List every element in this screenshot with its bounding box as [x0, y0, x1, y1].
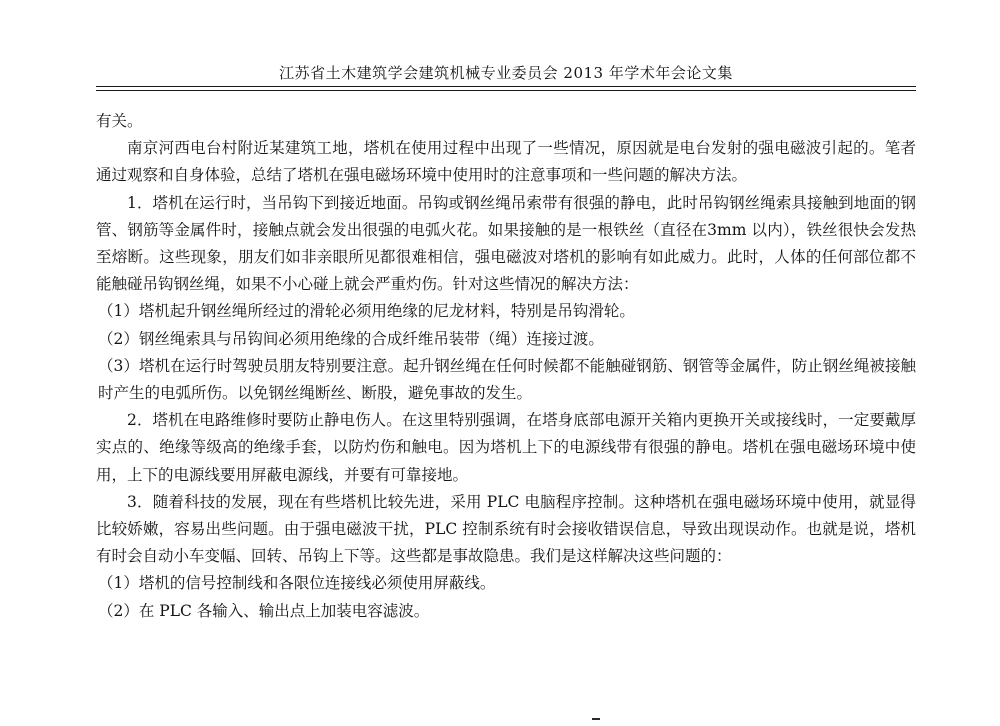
list-item-1-2: （2）钢丝绳索具与吊钩间必须用绝缘的合成纤维吊装带（绳）连接过渡。 [98, 329, 604, 348]
list-item-3-2: （2）在 PLC 各输入、输出点上加装电容滤波。 [98, 601, 430, 620]
paragraph-intro: 南京河西电台村附近某建筑工地，塔机在使用过程中出现了一些情况，原因就是电台发射的强电磁波引起的。笔者通过观察和自身体验，总结了塔机在强电磁场环境中使用时的注意事项和一些问题的解决方法。 [96, 139, 916, 185]
paragraph-continuation: 有关。 [96, 112, 143, 130]
scan-mark [592, 718, 600, 720]
list-item-1-3: （3）塔机在运行时驾驶员朋友特别要注意。起升钢丝绳在任何时候都不能触碰钢筋、钢管等金属件，防止钢丝绳被接触时产生的电弧所伤。以免钢丝绳断丝、断股，避免事故的发生。 [98, 356, 916, 403]
header-rule-thin [96, 90, 916, 91]
body-text [96, 108, 916, 625]
paragraph-point-1: 1．塔机在运行时，当吊钩下到接近地面。吊钩或钢丝绳吊索带有很强的静电，此时吊钩钢丝绳索具接触到地面的钢管、钢筋等金属件时，接触点就会发出很强的电弧火花。如果接触的是一根铁丝（直径在3mm 以内），铁丝很快会发热至熔断。这些现象，朋友们如非亲眼所见都很难相信，强电磁波对塔机的影响有如此威力。此时，人体的任何部位都不能触碰吊钩钢丝绳，如果不小心碰上就会严重灼伤。针对这些情况的解决方法： [96, 193, 916, 294]
running-header-title: 江苏省土木建筑学会建筑机械专业委员会 2013 年学术年会论文集 [279, 64, 733, 82]
paragraph-point-2: 2．塔机在电路维修时要防止静电伤人。在这里特别强调，在塔身底部电源开关箱内更换开关或接线时，一定要戴厚实点的、绝缘等级高的绝缘手套，以防灼伤和触电。因为塔机上下的电源线带有很强的静电。塔机在强电磁场环境中使用，上下的电源线要用屏蔽电源线，并要有可靠接地。 [96, 411, 916, 484]
list-item-3-1: （1）塔机的信号控制线和各限位连接线必须使用屏蔽线。 [98, 574, 496, 593]
header-rule-thick [96, 86, 916, 87]
list-item-1-1: （1）塔机起升钢丝绳所经过的滑轮必须用绝缘的尼龙材料，特别是吊钩滑轮。 [98, 302, 635, 321]
paragraph-point-3: 3．随着科技的发展，现在有些塔机比较先进，采用 PLC 电脑程序控制。这种塔机在强电磁场环境中使用，就显得比较娇嫩，容易出些问题。由于强电磁波干扰，PLC 控制系统有时会接收错误信息，导致出现误动作。也就是说，塔机有时会自动小车变幅、回转、吊钩上下等。这些都是事故隐患。我们是这样解决这些问题的： [96, 492, 916, 566]
